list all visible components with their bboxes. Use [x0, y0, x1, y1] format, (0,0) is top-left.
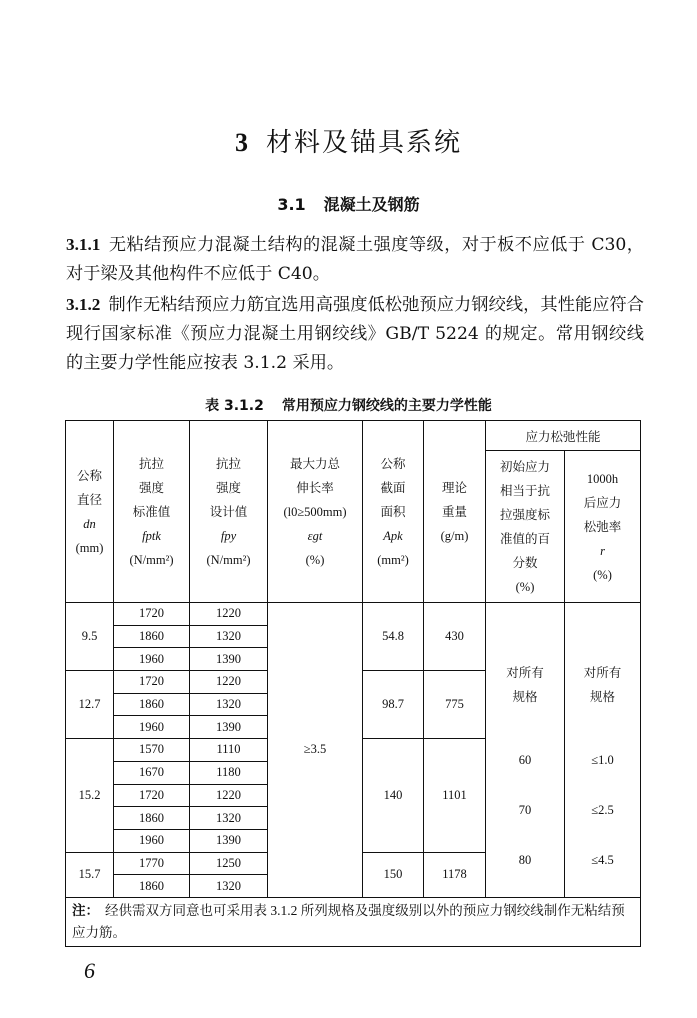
cell-area: 150	[363, 852, 424, 897]
cell-weight: 1178	[424, 852, 486, 897]
cell-initial-stress-column: 对所有 规格 60 70 80	[486, 603, 565, 898]
cell-weight: 775	[424, 671, 486, 739]
cell-diameter: 12.7	[66, 671, 114, 739]
chapter-number: 3	[234, 128, 250, 157]
header-diameter: 公称 直径 dn (mm)	[66, 421, 114, 603]
cell-area: 98.7	[363, 671, 424, 739]
cell-tensile: 1570	[114, 739, 190, 762]
relax-1-0: ≤1.0	[591, 752, 614, 767]
header-design-strength: 抗拉 强度 设计值 fpy (N/mm²)	[190, 421, 268, 603]
section-number: 3.1	[277, 195, 306, 214]
note-label: 注：	[72, 902, 99, 919]
cell-tensile: 1670	[114, 761, 190, 784]
cell-weight: 430	[424, 603, 486, 671]
cell-tensile: 1860	[114, 693, 190, 716]
header-area: 公称 截面 面积 Apk (mm²)	[363, 421, 424, 603]
header-relaxation-rate: 1000h 后应力 松弛率 r (%)	[565, 451, 641, 603]
cell-diameter: 15.7	[66, 852, 114, 897]
table-note-row	[66, 897, 641, 946]
cell-elongation: ≥3.5	[268, 603, 363, 898]
table-title: 常用预应力钢绞线的主要力学性能	[281, 398, 492, 414]
cell-area: 54.8	[363, 603, 424, 671]
cell-design: 1320	[190, 625, 268, 648]
header-weight: 理论 重量 (g/m)	[424, 421, 486, 603]
cell-design: 1110	[190, 739, 268, 762]
table-note	[66, 897, 641, 946]
clause-3-1-2	[66, 290, 644, 378]
strand-properties-table	[65, 420, 641, 947]
chapter-title-text: 材料及锚具系统	[265, 128, 462, 158]
header-elongation: 最大力总 伸长率 (l0≥500mm) εgt (%)	[268, 421, 363, 603]
clause-number: 3.1.2	[66, 295, 101, 314]
initial-80: 80	[518, 852, 532, 867]
page-number: 6	[84, 958, 95, 983]
relax-4-5: ≤4.5	[591, 852, 614, 867]
section-title	[0, 192, 697, 215]
cell-tensile: 1770	[114, 852, 190, 875]
relax-2-5: ≤2.5	[591, 802, 614, 817]
cell-design: 1180	[190, 761, 268, 784]
cell-design: 1390	[190, 829, 268, 852]
cell-tensile: 1960	[114, 716, 190, 739]
cell-tensile: 1720	[114, 784, 190, 807]
note-text: 经供需双方同意也可采用表 3.1.2 所列规格及强度级别以外的预应力钢绞线制作无粘结预应力筋。	[72, 902, 625, 940]
cell-tensile: 1720	[114, 671, 190, 694]
cell-tensile: 1860	[114, 875, 190, 898]
table-number: 表 3.1.2	[205, 398, 264, 414]
cell-design: 1250	[190, 852, 268, 875]
clause-3-1-1	[66, 230, 644, 289]
cell-design: 1220	[190, 603, 268, 626]
chapter-title	[0, 122, 697, 159]
clause-number: 3.1.1	[66, 235, 101, 254]
cell-area: 140	[363, 739, 424, 852]
cell-tensile: 1860	[114, 625, 190, 648]
section-title-text: 混凝土及钢筋	[323, 195, 420, 214]
initial-70: 70	[518, 802, 532, 817]
clause-text: 无粘结预应力混凝土结构的混凝土强度等级，对于板不应低于 C30，对于梁及其他构件不应低于 C40。	[66, 235, 644, 284]
cell-design: 1390	[190, 648, 268, 671]
cell-diameter: 15.2	[66, 739, 114, 852]
table-row	[66, 603, 641, 626]
table-caption	[0, 395, 697, 415]
initial-60: 60	[518, 752, 532, 767]
cell-design: 1320	[190, 807, 268, 830]
cell-relaxation-column: 对所有 规格 ≤1.0 ≤2.5 ≤4.5	[565, 603, 641, 898]
cell-tensile: 1860	[114, 807, 190, 830]
clause-text: 制作无粘结预应力筋宜选用高强度低松弛预应力钢绞线，其性能应符合现行国家标准《预应力混凝土用钢绞线》GB/T 5224 的规定。常用钢绞线的主要力学性能应按表 3.1.2 采用。	[66, 295, 644, 373]
header-relaxation-group: 应力松弛性能	[486, 421, 641, 451]
cell-diameter: 9.5	[66, 603, 114, 671]
cell-design: 1320	[190, 693, 268, 716]
cell-design: 1390	[190, 716, 268, 739]
cell-design: 1220	[190, 671, 268, 694]
cell-tensile: 1960	[114, 829, 190, 852]
cell-design: 1320	[190, 875, 268, 898]
cell-weight: 1101	[424, 739, 486, 852]
header-initial-stress: 初始应力 相当于抗 拉强度标 准值的百 分数 (%)	[486, 451, 565, 603]
cell-tensile: 1720	[114, 603, 190, 626]
header-tensile-strength: 抗拉 强度 标准值 fptk (N/mm²)	[114, 421, 190, 603]
cell-tensile: 1960	[114, 648, 190, 671]
cell-design: 1220	[190, 784, 268, 807]
